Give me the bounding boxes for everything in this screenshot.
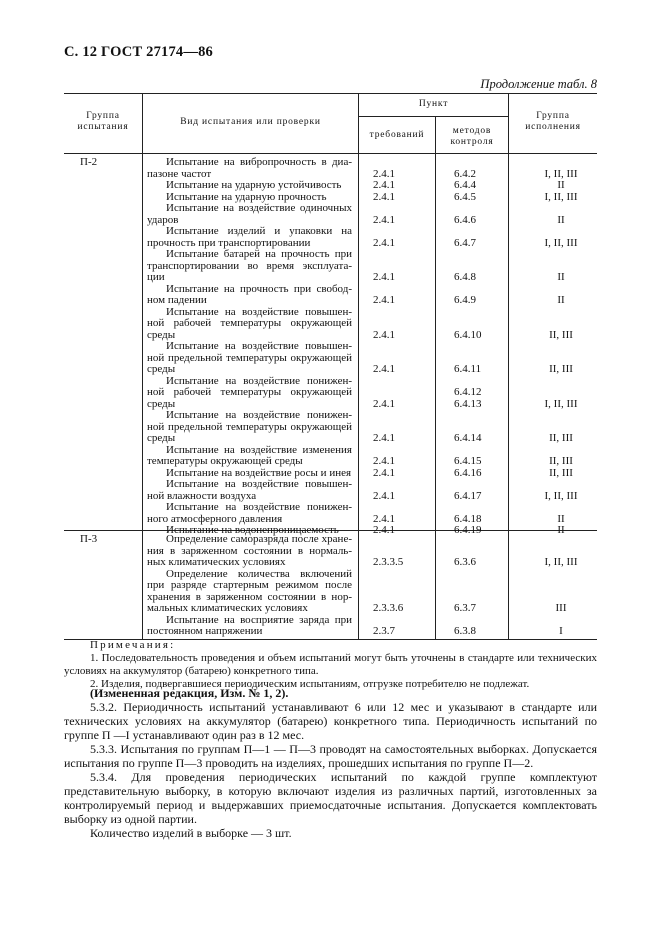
requirement-ref: 2.3.3.5 bbox=[373, 556, 404, 568]
group-name: П-3 bbox=[80, 533, 98, 545]
test-description-line: ной рабочей температуры окружающей bbox=[147, 317, 352, 329]
test-description-line: хранения в заряженном состоянии в нор- bbox=[147, 590, 352, 603]
col-divider-3 bbox=[435, 116, 436, 640]
test-description bbox=[147, 203, 352, 226]
requirement-ref: 2.4.1 bbox=[373, 271, 395, 283]
paragraph-5-3-4: 5.3.4. Для проведения периодических испытаний по каждой группе комплектуют представительную выборку, в которую включают изделия из различных партий, изготовленных за контролируемый период и выдержавших приемосдаточные испытания. Допускается комплектовать выборку из одной партии. bbox=[64, 770, 597, 826]
test-description bbox=[147, 502, 352, 525]
method-ref: 6.4.9 bbox=[454, 294, 476, 306]
test-description-line: Испытание на воздействие повышен- bbox=[166, 340, 352, 352]
requirement-ref: 2.4.1 bbox=[373, 455, 395, 467]
test-description-line: Определение саморазряда после хране- bbox=[166, 533, 352, 545]
test-description-line: прочность при транспортировании bbox=[147, 236, 311, 249]
execution-group: I, II, III bbox=[544, 167, 578, 180]
test-description bbox=[147, 569, 352, 615]
col-divider-1 bbox=[142, 93, 143, 640]
method-ref: 6.3.8 bbox=[454, 625, 476, 637]
test-description-line: транспортировании во время эксплуата- bbox=[147, 259, 352, 272]
requirement-ref: 2.3.3.6 bbox=[373, 602, 404, 614]
requirement-ref: 2.4.1 bbox=[373, 489, 395, 502]
group-name: П-2 bbox=[80, 156, 98, 168]
test-description-line: температуры окружающей среды bbox=[147, 455, 303, 467]
test-description bbox=[147, 341, 352, 376]
method-ref: 6.4.17 bbox=[454, 489, 482, 502]
table-continuation-label: Продолжение табл. 8 bbox=[480, 77, 597, 91]
test-description-line: среды bbox=[147, 432, 176, 444]
execution-group: II bbox=[557, 271, 565, 283]
test-description-line: Испытание изделий и упаковки на bbox=[166, 225, 352, 237]
test-description bbox=[147, 307, 352, 342]
test-description-line: при разряде стартерным режимом после bbox=[147, 579, 352, 591]
method-ref: 6.4.2 bbox=[454, 167, 476, 180]
test-description-line: Испытание на ударную прочность bbox=[166, 190, 327, 203]
method-ref: 6.4.19 bbox=[454, 524, 482, 536]
revision-note: (Измененная редакция, Изм. № 1, 2). bbox=[90, 686, 289, 700]
test-description-line: Испытание на воздействие изменения bbox=[166, 443, 352, 456]
execution-group: I, II, III bbox=[544, 489, 578, 502]
test-description-line: Испытание на воздействие повышен- bbox=[166, 305, 352, 318]
header-exec bbox=[509, 111, 597, 133]
method-ref: 6.4.11 bbox=[454, 363, 482, 375]
test-description-line: среды bbox=[147, 397, 176, 410]
requirement-ref: 2.4.1 bbox=[373, 512, 395, 525]
test-description bbox=[147, 226, 352, 249]
test-description bbox=[147, 157, 352, 180]
execution-group: I, II, III bbox=[544, 236, 578, 249]
test-description bbox=[147, 479, 352, 502]
header-punkt: Пункт bbox=[418, 99, 449, 109]
method-ref: 6.4.4 bbox=[454, 179, 476, 191]
method-ref: 6.4.14 bbox=[454, 432, 482, 444]
test-description-line: мальных климатических условиях bbox=[147, 602, 308, 614]
note-1: 1. Последовательность проведения и объем испытаний могут быть уточнены в стандарте или технических условиях на аккумулятор (батарею) конкретного типа. bbox=[64, 652, 597, 677]
test-description bbox=[147, 180, 352, 192]
test-description bbox=[147, 284, 352, 307]
test-description bbox=[147, 376, 352, 411]
test-description bbox=[147, 249, 352, 284]
execution-group: I, II, III bbox=[544, 397, 578, 410]
test-description-line: постоянном напряжении bbox=[147, 625, 263, 637]
method-ref: 6.4.15 bbox=[454, 455, 482, 467]
method-ref: 6.4.5 bbox=[454, 190, 476, 203]
test-description-line: Испытание на вибропрочность в диа- bbox=[166, 156, 352, 168]
method-ref: 6.3.6 bbox=[454, 556, 476, 568]
test-description bbox=[147, 410, 352, 445]
execution-group: II, III bbox=[549, 432, 573, 444]
paragraph-5-3-3: 5.3.3. Испытания по группам П—1 — П—3 проводят на самостоятельных выборках. Допускается испытания по группе П—3 проводить на изделиях, прошедших испытания по группе П—2. bbox=[64, 742, 597, 770]
execution-group: II, III bbox=[549, 455, 573, 467]
test-description-line: пазоне частот bbox=[147, 167, 212, 180]
method-ref: 6.4.8 bbox=[454, 271, 476, 283]
notes bbox=[64, 639, 597, 691]
execution-group: II, III bbox=[549, 363, 573, 375]
header-group-line-2: испытания bbox=[77, 122, 129, 132]
requirement-ref: 2.4.1 bbox=[373, 328, 395, 341]
header-kind: Вид испытания или проверки bbox=[180, 117, 321, 127]
punkt-sub-border bbox=[358, 116, 508, 117]
test-description bbox=[147, 615, 352, 638]
test-description-line: Определение количества включений bbox=[166, 567, 352, 580]
test-description-line: Испытание на восприятие заряда при bbox=[166, 613, 352, 626]
execution-group: II bbox=[557, 512, 565, 525]
page-header: С. 12 ГОСТ 27174—86 bbox=[64, 44, 213, 60]
requirement-ref: 2.4.1 bbox=[373, 236, 395, 249]
requirement-ref: 2.4.1 bbox=[373, 397, 395, 410]
test-description-line: среды bbox=[147, 328, 176, 341]
requirement-ref: 2.4.1 bbox=[373, 179, 395, 191]
notes-title-text: Примечания: bbox=[90, 639, 176, 651]
test-description bbox=[147, 445, 352, 468]
requirement-ref: 2.4.1 bbox=[373, 524, 395, 536]
test-description-line: Испытание на воздействие повышен- bbox=[166, 478, 352, 490]
test-description-line: ных климатических условиях bbox=[147, 556, 286, 568]
header-group-line-1: Группа bbox=[86, 111, 120, 121]
test-description-line: ной предельной температуры окружающей bbox=[147, 420, 352, 433]
header-exec-line-1: Группа bbox=[536, 111, 570, 121]
test-description-line: Испытание батарей на прочность при bbox=[166, 248, 352, 260]
execution-group: I, II, III bbox=[544, 190, 578, 203]
main-text bbox=[64, 686, 597, 840]
test-description-line: Испытание на водонепроницаемость bbox=[166, 524, 339, 536]
test-description-line: Испытание на ударную устойчивость bbox=[166, 179, 342, 191]
execution-group: I bbox=[559, 625, 563, 637]
method-ref: 6.4.7 bbox=[454, 236, 476, 249]
method-ref: 6.4.13 bbox=[454, 397, 482, 410]
notes-title bbox=[64, 639, 597, 652]
execution-group: II bbox=[557, 524, 565, 536]
note-2: 2. Изделия, подвергавшиеся периодическим испытаниям, отгрузке потребителю не подлежат. bbox=[90, 678, 530, 690]
method-ref: 6.3.7 bbox=[454, 602, 476, 614]
test-description-line: среды bbox=[147, 363, 176, 375]
header-req: требований bbox=[369, 130, 425, 140]
method-ref: 6.4.18 bbox=[454, 512, 482, 525]
requirement-ref: 2.4.1 bbox=[373, 466, 395, 479]
table-header-bottom-border bbox=[64, 153, 597, 154]
requirement-ref: 2.4.1 bbox=[373, 213, 395, 226]
test-description-line: Испытание на воздействие понижен- bbox=[166, 409, 352, 421]
test-description-line: ной рабочей температуры окружающей bbox=[147, 386, 352, 398]
test-description-line: ции bbox=[147, 271, 165, 283]
method-ref: 6.4.16 bbox=[454, 466, 482, 479]
test-description-line: ния в заряженном состоянии в нормаль- bbox=[147, 544, 352, 557]
execution-group: II bbox=[557, 294, 565, 306]
header-methods-line-2: контроля bbox=[450, 137, 494, 147]
execution-group: I, II, III bbox=[544, 556, 578, 568]
col-divider-2 bbox=[358, 93, 359, 640]
test-description-line: ного атмосферного давления bbox=[147, 512, 283, 525]
test-description-line: ной предельной температуры окружающей bbox=[147, 351, 352, 364]
test-description-line: ударов bbox=[147, 213, 179, 226]
test-description-line: Испытание на воздействие понижен- bbox=[166, 501, 352, 513]
test-description-line: ном падении bbox=[147, 294, 207, 306]
method-ref: 6.4.12 bbox=[454, 386, 482, 398]
header-exec-line-2: исполнения bbox=[525, 122, 581, 132]
execution-group: II bbox=[557, 179, 565, 191]
test-description-line: Испытание на воздействие росы и инея bbox=[166, 466, 352, 479]
requirement-ref: 2.4.1 bbox=[373, 363, 395, 375]
test-description-line: Испытание на прочность при свобод- bbox=[166, 282, 352, 295]
test-description-line: ной влажности воздуха bbox=[147, 489, 257, 502]
execution-group: II bbox=[557, 213, 565, 226]
table-top-border bbox=[64, 93, 597, 94]
requirement-ref: 2.4.1 bbox=[373, 190, 395, 203]
test-table bbox=[64, 93, 597, 640]
execution-group: III bbox=[555, 602, 567, 614]
method-ref: 6.4.6 bbox=[454, 213, 476, 226]
header-group bbox=[64, 111, 142, 133]
requirement-ref: 2.4.1 bbox=[373, 167, 395, 180]
header-methods-line-1: методов bbox=[452, 126, 492, 136]
execution-group: II, III bbox=[549, 466, 573, 479]
test-description-line: Испытание на воздействие одиночных bbox=[166, 202, 352, 214]
requirement-ref: 2.4.1 bbox=[373, 432, 395, 444]
test-description-line: Испытание на воздействие понижен- bbox=[166, 374, 352, 387]
requirement-ref: 2.3.7 bbox=[373, 625, 395, 637]
paragraph-5-3-2: 5.3.2. Периодичность испытаний устанавливают 6 или 12 мес и указывают в стандарте или технических условиях на аккумулятор (батарею) конкретного типа. Периодичность испытаний по группе П —I устанавливают один раз в 12 мес. bbox=[64, 700, 597, 742]
header-methods bbox=[436, 126, 508, 148]
test-description bbox=[147, 534, 352, 569]
paragraph-sample-size: Количество изделий в выборке — 3 шт. bbox=[90, 826, 292, 840]
execution-group: II, III bbox=[549, 328, 573, 341]
requirement-ref: 2.4.1 bbox=[373, 294, 395, 306]
method-ref: 6.4.10 bbox=[454, 328, 482, 341]
